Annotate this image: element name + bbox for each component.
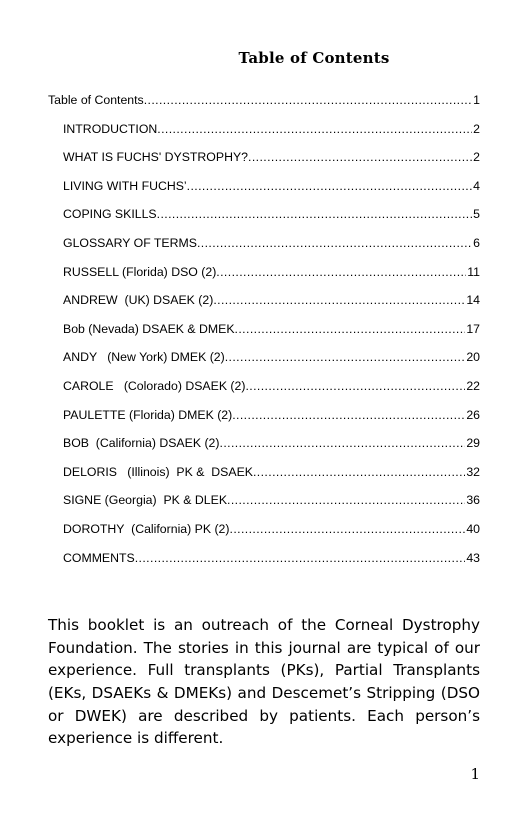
toc-entry[interactable] (48, 263, 480, 292)
toc-entry[interactable] (48, 406, 480, 435)
toc-entry-page: 6 (473, 235, 480, 250)
toc-entry[interactable] (48, 320, 480, 349)
toc-entry[interactable] (48, 91, 480, 120)
toc-entry-label: SIGNE (Georgia) PK & DLEK (63, 493, 228, 508)
toc-entry-page: 1 (473, 93, 480, 107)
toc-entry[interactable] (48, 377, 480, 406)
toc-entry-label: PAULETTE (Florida) DMEK (2) (63, 407, 233, 422)
toc-entry-page: 26 (466, 407, 480, 422)
toc-entry-label: RUSSELL (Florida) DSO (2) (63, 264, 217, 279)
toc-entry-label: Bob (Nevada) DSAEK & DMEK (63, 321, 235, 336)
toc-entry[interactable] (48, 520, 480, 549)
toc-leader-dots (157, 205, 473, 223)
toc-entry-label: COPING SKILLS (63, 207, 157, 222)
toc-entry-page: 17 (466, 321, 480, 336)
toc-entry-label: Table of Contents (48, 93, 144, 107)
toc-leader-dots (157, 120, 472, 138)
toc-entry[interactable] (48, 120, 480, 149)
toc-entry-label: ANDY (New York) DMEK (2) (63, 350, 225, 365)
toc-entry-page: 22 (466, 378, 480, 393)
toc-entry-label: INTRODUCTION (63, 121, 158, 136)
toc-entry-page: 2 (473, 150, 480, 165)
toc-entry[interactable] (48, 463, 480, 492)
toc-entry-page: 2 (473, 121, 480, 136)
toc-entry-page: 36 (466, 493, 480, 508)
toc-entry[interactable] (48, 549, 480, 578)
toc-entry-label: LIVING WITH FUCHS’ (63, 178, 187, 193)
toc-leader-dots (232, 406, 465, 424)
toc-entry-label: BOB (California) DSAEK (2) (63, 436, 220, 451)
toc-leader-dots (135, 549, 466, 567)
toc-entry[interactable] (48, 348, 480, 377)
toc-leader-dots (253, 463, 465, 481)
toc-entry-page: 11 (467, 264, 480, 279)
toc-leader-dots (197, 234, 472, 252)
toc-entry-label: CAROLE (Colorado) DSAEK (2) (63, 378, 246, 393)
toc-entry-page: 4 (473, 178, 480, 193)
toc-entry[interactable] (48, 148, 480, 177)
toc-leader-dots (213, 291, 465, 309)
toc-entry[interactable] (48, 434, 480, 463)
page-number: 1 (470, 765, 480, 783)
toc-entry[interactable] (48, 491, 480, 520)
toc-leader-dots (225, 348, 466, 366)
toc-entry-page: 20 (466, 350, 480, 365)
toc-entry-page: 32 (466, 464, 480, 479)
toc-entry-page: 29 (466, 436, 480, 451)
toc-entry-page: 43 (466, 550, 480, 565)
toc-entry-label: GLOSSARY OF TERMS (63, 235, 197, 250)
toc-leader-dots (144, 91, 472, 109)
toc-leader-dots (235, 320, 466, 338)
toc-leader-dots (216, 263, 466, 281)
toc-leader-dots (187, 177, 473, 195)
toc-leader-dots (245, 377, 465, 395)
toc-leader-dots (220, 434, 466, 452)
toc-entry-label: WHAT IS FUCHS' DYSTROPHY? (63, 150, 248, 165)
table-of-contents (48, 91, 480, 577)
toc-entry-label: DOROTHY (California) PK (2) (63, 521, 230, 536)
toc-entry[interactable] (48, 205, 480, 234)
toc-entry[interactable] (48, 177, 480, 206)
toc-entry-page: 14 (466, 293, 480, 308)
toc-entry[interactable] (48, 291, 480, 320)
toc-entry-page: 40 (466, 521, 480, 536)
toc-entry-label: DELORIS (Illinois) PK & DSAEK (63, 464, 253, 479)
toc-leader-dots (227, 491, 465, 509)
toc-leader-dots (230, 520, 466, 538)
toc-entry[interactable] (48, 234, 480, 263)
toc-heading: Table of Contents (238, 49, 390, 67)
toc-entry-label: ANDREW (UK) DSAEK (2) (63, 293, 214, 308)
toc-entry-page: 5 (473, 207, 480, 222)
toc-entry-label: COMMENTS (63, 550, 135, 565)
intro-paragraph: This booklet is an outreach of the Corneal Dystrophy Foundation. The stories in this journal are typical of our experience. Full transplants (PKs), Partial Transplants (EKs, DSAEKs & DMEKs) and Descemet’s Stripping (DSO or DWEK) are described by patients. Each person’s experience is different. (48, 616, 480, 748)
toc-leader-dots (248, 148, 472, 166)
